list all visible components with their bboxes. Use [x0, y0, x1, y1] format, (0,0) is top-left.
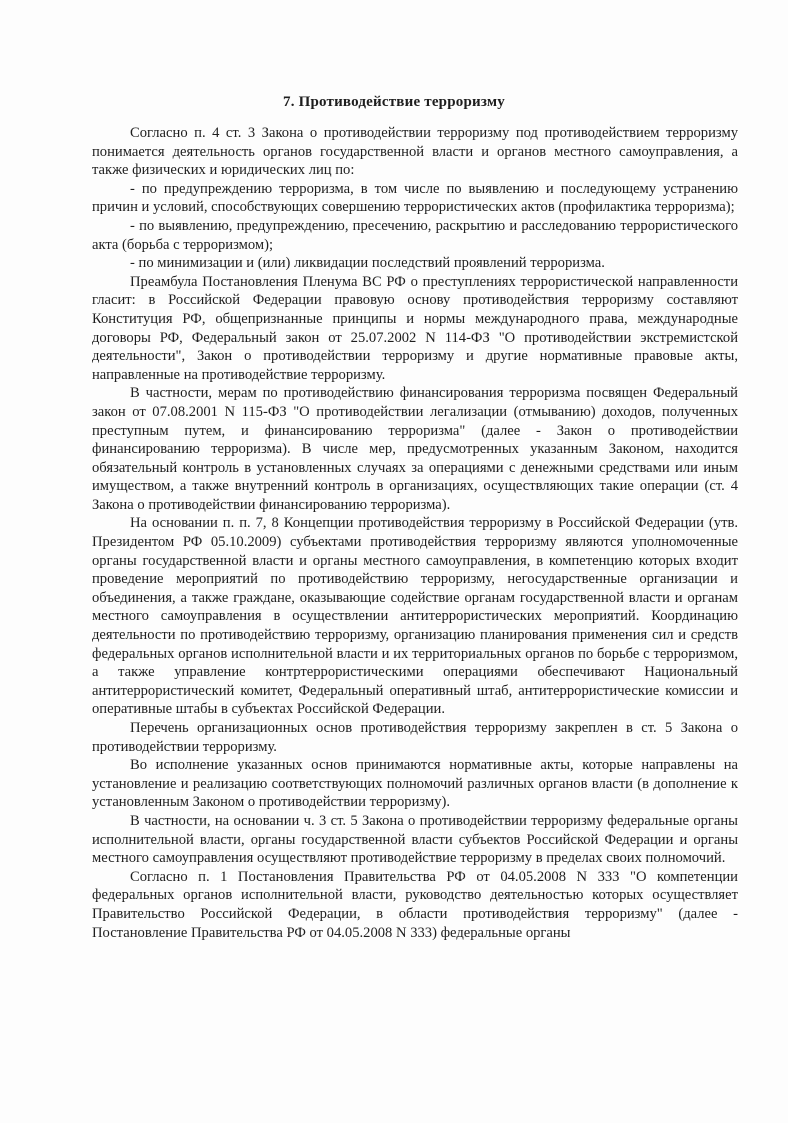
paragraph-authorities: В частности, на основании ч. 3 ст. 5 Закона о противодействии терроризму федеральные органы исполнительной власти, органы государственной власти субъектов Российской Федерации и органы местного самоуправления осуществляют противодействие терроризму в пределах своих полномочий.	[92, 812, 738, 867]
list-item-combat: - по выявлению, предупреждению, пресечению, раскрытию и расследованию террористического акта (борьба с терроризмом);	[92, 217, 738, 253]
paragraph-definition: Согласно п. 4 ст. 3 Закона о противодействии терроризму под противодействием терроризму понимается деятельность органов государственной власти и органов местного самоуправления, а также физических и юридических лиц по:	[92, 125, 738, 179]
document-body	[92, 124, 738, 942]
paragraph-normative-acts: Во исполнение указанных основ принимаются нормативные акты, которые направлены на установление и реализацию соответствующих полномочий различных органов власти (в дополнение к установленным Законом о противодействии терроризму).	[92, 757, 738, 811]
list-item-prevention: - по предупреждению терроризма, в том числе по выявлению и последующему устранению причин и условий, способствующих совершению террористических актов (профилактика терроризма);	[92, 180, 738, 216]
list-item-minimization: - по минимизации и (или) ликвидации последствий проявлений терроризма.	[130, 255, 605, 272]
paragraph-concept: На основании п. п. 7, 8 Концепции противодействия терроризму в Российской Федерации (утв. Президентом РФ 05.10.2009) субъектами противодействия терроризму являются уполномоченные органы государственной власти и органы местного самоуправления, в компетенцию которых входит проведение мероприятий по противодействию терроризму, негосударственные организации и объединения, а также граждане, оказывающие содействие органам государственной власти и органам местного самоуправления в осуществлении антитеррористических мероприятий. Координацию деятельности по противодействию терроризму, организацию планирования применения сил и средств федеральных органов исполнительной власти и их территориальных органов по борьбе с терроризмом, а также управление контртеррористическими операциями обеспечивают Национальный антитеррористический комитет, Федеральный оперативный штаб, антитеррористические комиссии и оперативные штабы в субъектах Российской Федерации.	[92, 515, 738, 718]
paragraph-organizational-basis: Перечень организационных основ противодействия терроризму закреплен в ст. 5 Закона о противодействии терроризму.	[92, 720, 738, 755]
paragraph-financing: В частности, мерам по противодействию финансирования терроризма посвящен Федеральный закон от 07.08.2001 N 115-ФЗ "О противодействии легализации (отмыванию) доходов, полученных преступным путем, и финансированию терроризма" (далее - Закон о противодействии финансированию терроризма). В числе мер, предусмотренных указанным Законом, находится обязательный контроль в установленных случаях за операциями с денежными средствами или иным имуществом, а также внутренний контроль в организациях, осуществляющих такие операции (ст. 4 Закона о противодействии финансированию терроризма).	[92, 385, 738, 513]
paragraph-government-decree: Согласно п. 1 Постановления Правительства РФ от 04.05.2008 N 333 "О компетенции федеральных органов исполнительной власти, руководство деятельностью которых осуществляет Правительство Российской Федерации, в области противодействия терроризму" (далее - Постановление Правительства РФ от 04.05.2008 N 333) федеральные органы	[92, 868, 738, 941]
section-heading: 7. Противодействие терроризму	[283, 94, 505, 110]
paragraph-preamble: Преамбула Постановления Пленума ВС РФ о преступлениях террористической направленности гласит: в Российской Федерации правовую основу противодействия терроризму составляют Конституция РФ, общепризнанные принципы и нормы международного права, международные договоры РФ, Федеральный закон от 25.07.2002 N 114-ФЗ "О противодействии экстремистской деятельности", Закон о противодействии терроризму и другие нормативные правовые акты, направленные на противодействие терроризму.	[92, 273, 738, 383]
